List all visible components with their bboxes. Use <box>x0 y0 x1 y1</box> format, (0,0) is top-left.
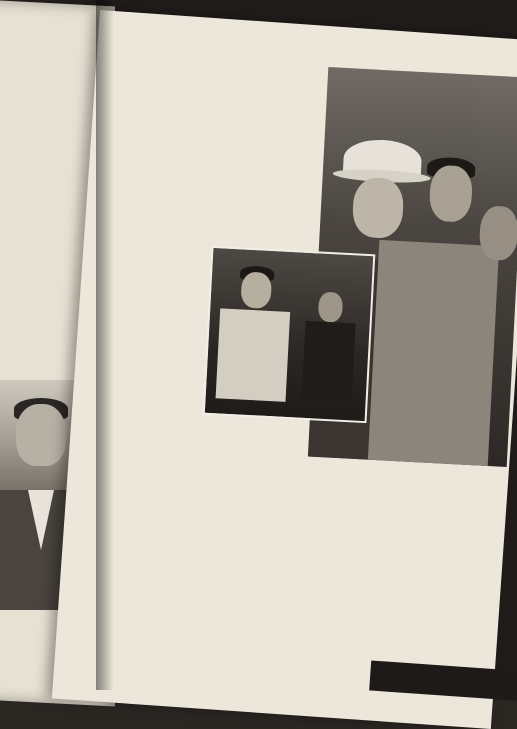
inset-face-aslan <box>318 292 344 323</box>
photo-face-gezmis <box>428 165 473 223</box>
photo-figure-coat <box>367 240 499 467</box>
photo-face <box>16 404 66 466</box>
inset-shirt <box>216 308 291 402</box>
book-gutter <box>96 0 114 690</box>
courtroom-photo <box>203 246 376 423</box>
inset-body-aslan <box>302 321 356 404</box>
inset-face-gezmis <box>240 271 272 309</box>
photo-face-right <box>478 205 517 261</box>
photo-face-officer <box>352 177 405 240</box>
